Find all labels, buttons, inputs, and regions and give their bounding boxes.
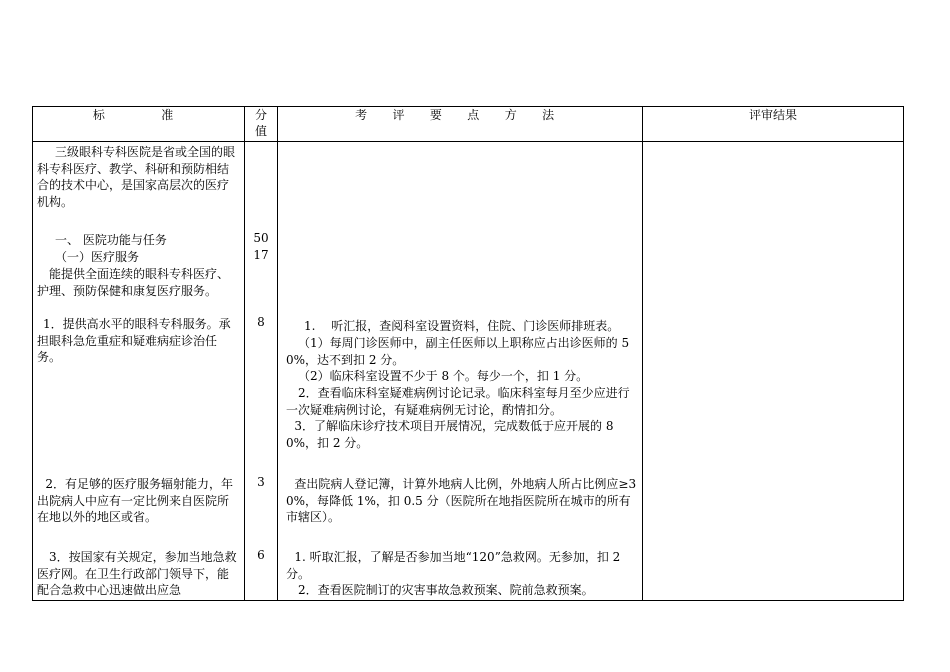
subsection-heading: （一）医疗服务 — [55, 250, 140, 264]
table-row — [33, 142, 904, 601]
table-header-row — [33, 107, 904, 142]
standard-item-1: 1．提供高水平的眼科专科服务。承担眼科急危重症和疑难病症诊治任务。 — [37, 317, 231, 364]
section-heading: 一、 医院功能与任务 — [55, 233, 167, 247]
header-result: 评审结果 — [643, 107, 904, 142]
header-method: 考 评 要 点 方 法 — [278, 107, 643, 142]
method-item-3-a: 1. 听取汇报，了解是否参加当地“120”急救网。无参加，扣 2 分。 — [286, 550, 621, 581]
score-item-1: 8 — [257, 315, 265, 329]
method-item-1-c: （2）临床科室设置不少于 8 个。每少一个，扣 1 分。 — [298, 369, 589, 383]
method-item-1-b: （1）每周门诊医师中，副主任医师以上职称应占出诊医师的 50%，达不到扣 2 分。 — [286, 336, 630, 367]
evaluation-table — [32, 106, 904, 601]
standard-item-2: 2．有足够的医疗服务辐射能力，年出院病人中应有一定比例来自医院所在地以外的地区或省。 — [37, 477, 234, 524]
method-item-1-e: 3．了解临床诊疗技术项目开展情况，完成数低于应开展的 80%，扣 2 分。 — [286, 419, 614, 450]
method-cell — [278, 142, 643, 601]
score-cell — [245, 142, 278, 601]
standard-item-3: 3．按国家有关规定，参加当地急救医疗网。在卫生行政部门领导下，能配合急救中心迅速做出应急 — [37, 550, 237, 597]
result-cell — [643, 142, 904, 601]
score-item-3: 6 — [257, 548, 265, 562]
score-item-2: 3 — [257, 475, 265, 489]
method-item-1-d: 2．查看临床科室疑难病例讨论记录。临床科室每月至少应进行一次疑难病例讨论，有疑难病例无讨论，酌情扣分。 — [286, 386, 630, 417]
standard-cell — [33, 142, 245, 601]
score-subsection-1: 17 — [253, 248, 269, 262]
method-item-2: 查出院病人登记簿，计算外地病人比例，外地病人所占比例应≥30%，每降低 1%，扣 0.5 分（医院所在地指医院所在城市的所有市辖区）。 — [286, 477, 637, 524]
subsection-description: 能提供全面连续的眼科专科医疗、护理、预防保健和康复医疗服务。 — [37, 267, 230, 298]
standard-intro: 三级眼科专科医院是省或全国的眼科专科医疗、教学、科研和预防相结合的技术中心，是国家高层次的医疗机构。 — [37, 145, 236, 209]
method-item-1-a: 1. 听汇报，查阅科室设置资料，住院、门诊医师排班表。 — [304, 319, 620, 333]
header-standard: 标 准 — [33, 107, 245, 142]
method-item-3-b: 2．查看医院制订的灾害事故急救预案、院前急救预案。 — [298, 583, 594, 597]
header-score: 分 值 — [245, 107, 278, 142]
score-section-1: 50 — [253, 231, 269, 245]
